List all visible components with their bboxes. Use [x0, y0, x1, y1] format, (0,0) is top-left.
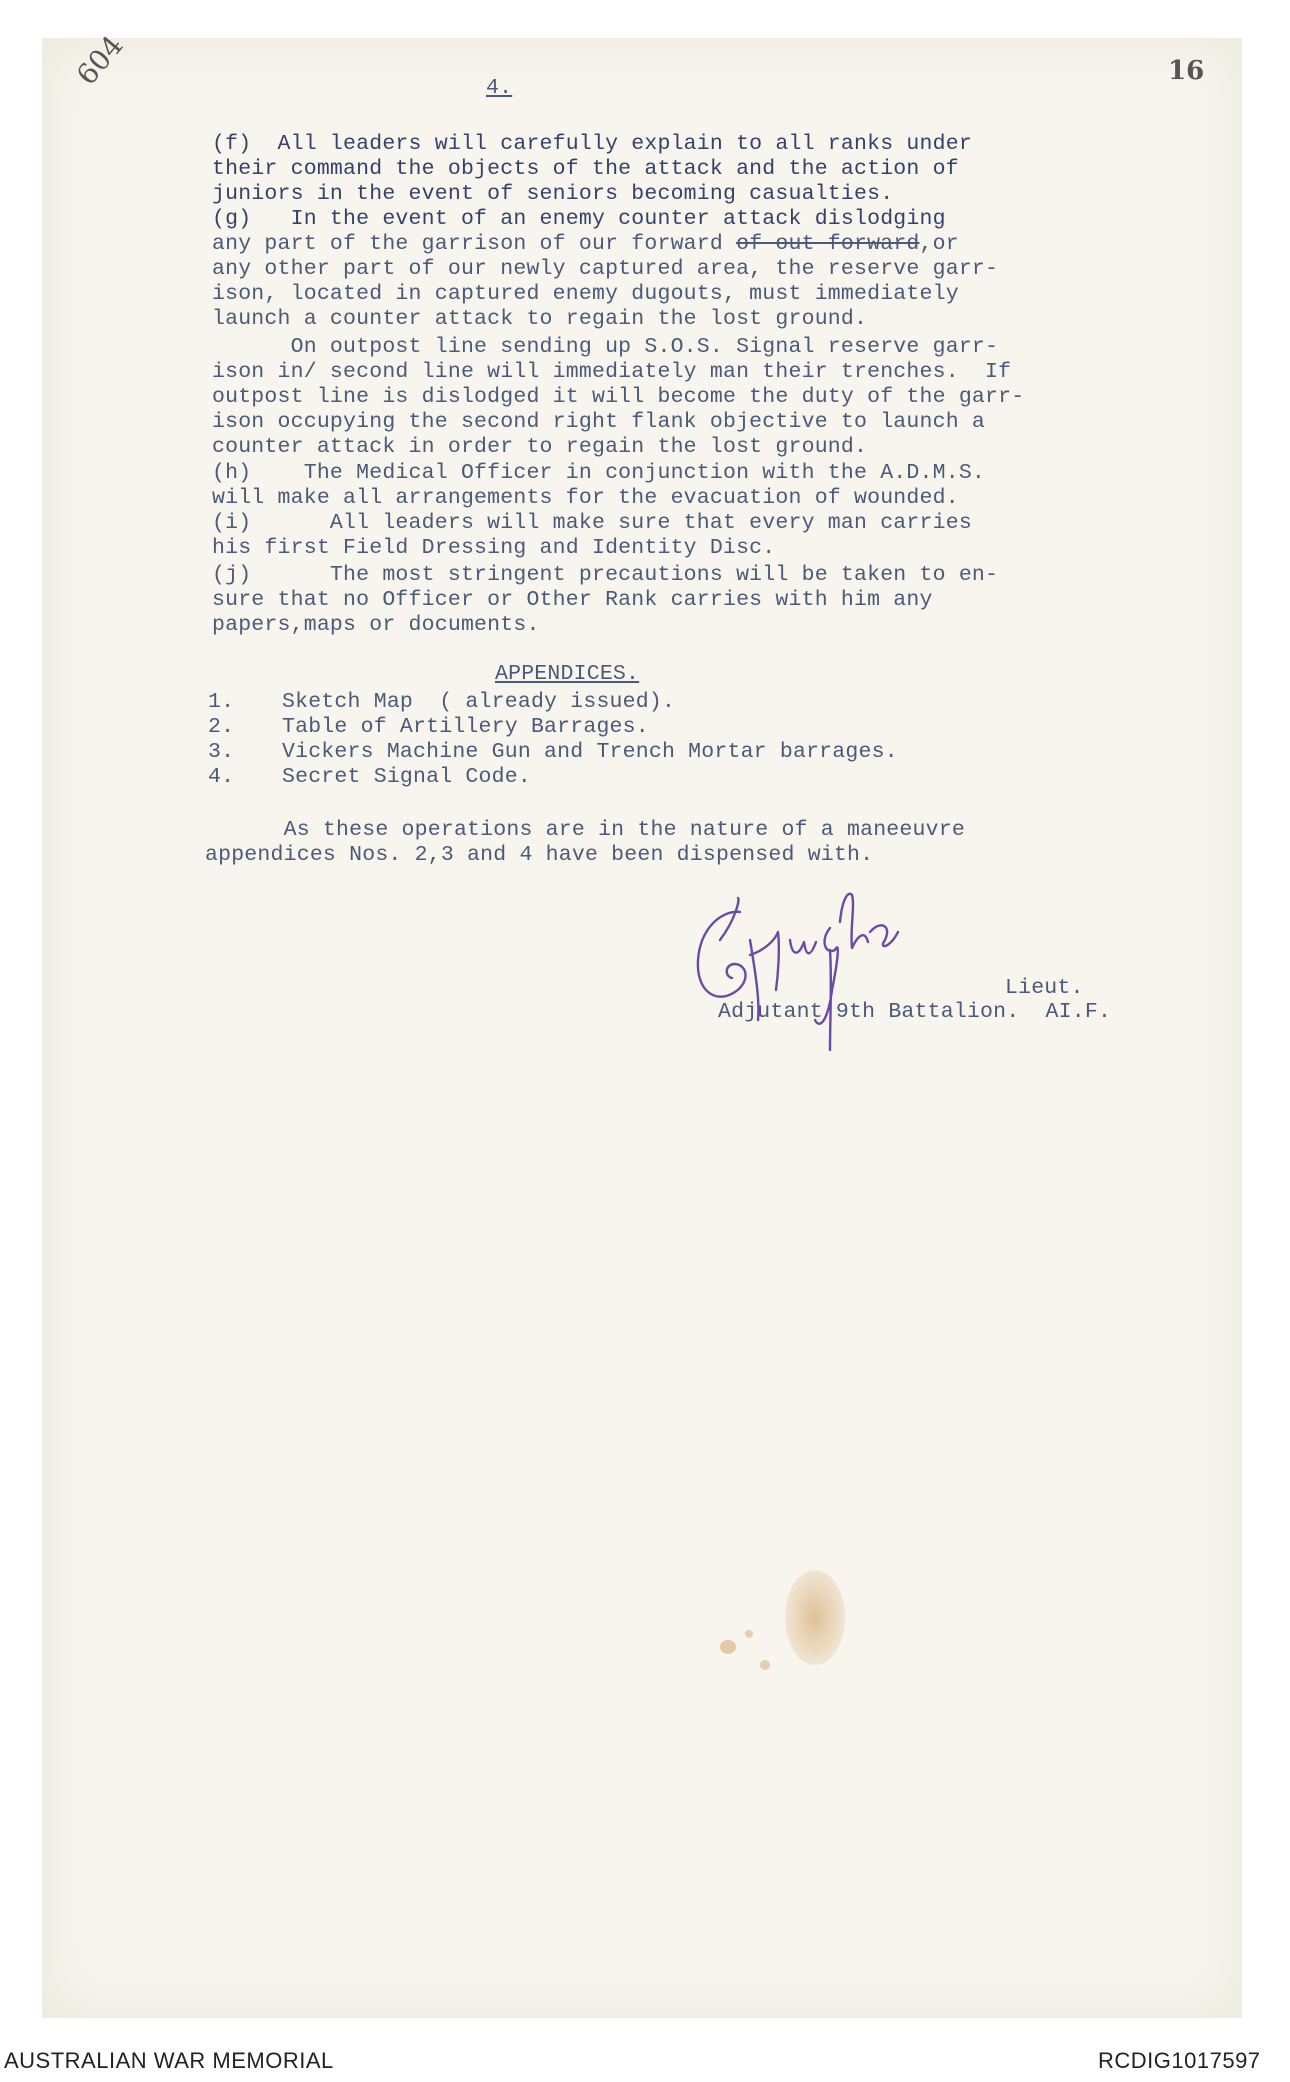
- para-j-line-3: papers,maps or documents.: [212, 613, 540, 637]
- page-number: 4.: [486, 76, 513, 100]
- folio-number-left: 604: [70, 29, 130, 92]
- footer-source-label: AUSTRALIAN WAR MEMORIAL: [4, 2048, 334, 2073]
- closing-line-2: appendices Nos. 2,3 and 4 have been dispensed with.: [205, 843, 874, 867]
- para-g-line-1: (g) In the event of an enemy counter attack dislodging: [212, 207, 946, 231]
- folio-number-right: 16: [1168, 56, 1205, 86]
- para-h-line-1: (h) The Medical Officer in conjunction with the A.D.M.S.: [212, 461, 986, 485]
- para-g-line-5: launch a counter attack to regain the lost ground.: [212, 307, 868, 331]
- appendix-item: Vickers Machine Gun and Trench Mortar barrages.: [282, 740, 898, 764]
- para-g-line-4: ison, located in captured enemy dugouts, must immediately: [212, 282, 959, 306]
- para-outpost-line-1: On outpost line sending up S.O.S. Signal reserve garr-: [212, 335, 999, 359]
- para-j-line-1: (j) The most stringent precautions will be taken to en-: [212, 563, 999, 587]
- appendix-number: 1.: [208, 690, 235, 714]
- signature-rank: Lieut.: [1005, 976, 1084, 1000]
- appendix-number: 3.: [208, 740, 235, 764]
- appendix-number: 4.: [208, 765, 235, 789]
- struck-text: of out forward: [736, 232, 920, 256]
- para-g-line-2-end: ,or: [919, 232, 959, 256]
- para-outpost-line-3: outpost line is dislodged it will become the duty of the garr-: [212, 385, 1025, 409]
- stain-mark: [720, 1640, 736, 1654]
- closing-line-1: As these operations are in the nature of a maneeuvre: [205, 818, 965, 842]
- appendix-item: Sketch Map ( already issued).: [282, 690, 676, 714]
- stain-mark: [785, 1570, 845, 1665]
- para-g-line-2-start: any part of the garrison of our forward: [212, 232, 737, 256]
- stain-mark: [760, 1660, 770, 1670]
- appendix-item: Secret Signal Code.: [282, 765, 531, 789]
- signature-title: Adjutant 9th Battalion. AI.F.: [718, 1000, 1112, 1024]
- footer-record-id: RCDIG1017597: [1098, 2048, 1261, 2073]
- appendix-number: 2.: [208, 715, 235, 739]
- para-outpost-line-5: counter attack in order to regain the lost ground.: [212, 435, 868, 459]
- para-outpost-line-2: ison in/ second line will immediately man their trenches. If: [212, 360, 1012, 384]
- para-f-line-1: (f) All leaders will carefully explain to all ranks under: [212, 132, 972, 156]
- para-f-line-3: juniors in the event of seniors becoming casualties.: [212, 182, 894, 206]
- para-g-line-3: any other part of our newly captured area, the reserve garr-: [212, 257, 999, 281]
- appendices-heading: APPENDICES.: [495, 662, 640, 686]
- para-i-line-2: his first Field Dressing and Identity Disc.: [212, 536, 776, 560]
- handwritten-signature: [680, 880, 980, 1060]
- appendix-item: Table of Artillery Barrages.: [282, 715, 649, 739]
- para-i-line-1: (i) All leaders will make sure that every man carries: [212, 511, 972, 535]
- para-h-line-2: will make all arrangements for the evacuation of wounded.: [212, 486, 959, 510]
- para-outpost-line-4: ison occupying the second right flank objective to launch a: [212, 410, 986, 434]
- para-j-line-2: sure that no Officer or Other Rank carries with him any: [212, 588, 933, 612]
- stain-mark: [745, 1630, 753, 1638]
- para-f-line-2: their command the objects of the attack and the action of: [212, 157, 959, 181]
- para-g-line-2: [212, 232, 959, 257]
